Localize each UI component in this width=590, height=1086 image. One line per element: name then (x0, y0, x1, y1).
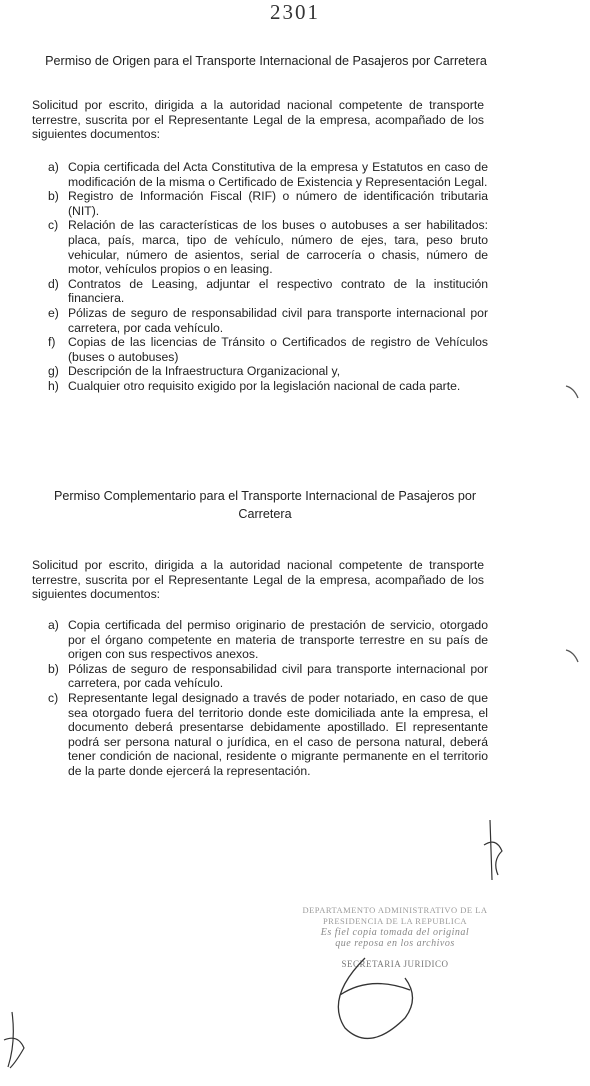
section-intro: Solicitud por escrito, dirigida a la autoridad nacional competente de transporte terrestre, suscrita por el Representante Legal de la empresa, acompañado de los siguientes documentos: (32, 98, 484, 142)
item-text: Cualquier otro requisito exigido por la legislación nacional de cada parte. (68, 378, 461, 393)
list-item (48, 364, 488, 379)
corner-signature (4, 1012, 24, 1068)
list-item (48, 189, 488, 218)
item-marker: f) (48, 335, 56, 350)
item-text: Pólizas de seguro de responsabilidad civil para transporte internacional por carretera, por cada vehículo. (68, 661, 488, 691)
section-intro: Solicitud por escrito, dirigida a la autoridad nacional competente de transporte terrestre, suscrita por el Representante Legal de la empresa, acompañado de los siguientes documentos: (32, 558, 484, 602)
item-text: Contratos de Leasing, adjuntar el respectivo contrato de la institución financiera. (68, 276, 488, 306)
item-marker: b) (48, 661, 59, 676)
initials-signature (484, 820, 502, 880)
certification-stamp (280, 905, 510, 970)
item-text: Copias de las licencias de Tránsito o Certificados de registro de Vehículos (buses o autobuses) (68, 335, 488, 364)
list-item (48, 379, 488, 394)
list-item (48, 335, 488, 364)
section-origin-permit (0, 52, 590, 70)
item-text: Relación de las características de los buses o autobuses a ser habilitados: placa, país, marca, tipo de vehículo, número de ejes, tara, peso bruto vehicular, número de asientos, serial de carrocería o chasis, número de motor, vehículos propios o en leasing. (68, 218, 488, 277)
list-item (48, 691, 488, 779)
stamp-line: que reposa en los archivos (335, 938, 455, 949)
item-text: Copia certificada del permiso originario de prestación de servicio, otorgado por el órgano competente en materia de transporte terrestre en su país de origen con sus respectivos anexos. (68, 618, 488, 662)
stamp-line: Es fiel copia tomada del original (320, 927, 470, 938)
item-marker: e) (48, 305, 59, 320)
stamp-line: PRESIDENCIA DE LA REPUBLICA (322, 916, 468, 926)
margin-tick-mark (566, 386, 578, 398)
list-item (48, 306, 488, 335)
requirements-list (48, 160, 488, 394)
item-marker: b) (48, 189, 59, 204)
page-number: 2301 (270, 0, 320, 24)
item-text: Descripción de la Infraestructura Organizacional y, (68, 364, 341, 379)
section-title: Permiso de Origen para el Transporte Internacional de Pasajeros por Carretera (45, 54, 487, 68)
margin-tick-mark (566, 650, 578, 662)
list-item (48, 618, 488, 662)
item-marker: a) (48, 160, 59, 174)
item-text: Representante legal designado a través de poder notariado, en caso de que sea otorgado fuera del territorio donde este domiciliada ante la empresa, el documento deberá presentarse debidamente apostillado. El representante podrá ser persona natural o jurídica, en el caso de persona natural, deberá tener condición de nacional, residente o migrante permanente en el territorio de la parte donde ejercerá la representación. (68, 690, 488, 778)
list-item (48, 160, 488, 189)
item-marker: g) (48, 364, 59, 379)
item-marker: c) (48, 218, 59, 233)
stamp-signature (338, 958, 412, 1038)
item-text: Copia certificada del Acta Constitutiva de la empresa y Estatutos en caso de modificación de la misma o Certificado de Existencia y Representación Legal. (68, 160, 488, 189)
section-complementary-permit (0, 487, 590, 523)
item-marker: a) (48, 618, 59, 632)
requirements-list (48, 618, 488, 779)
list-item (48, 277, 488, 306)
item-marker: c) (48, 690, 59, 705)
item-text: Registro de Información Fiscal (RIF) o número de identificación tributaria (NIT). (68, 189, 488, 218)
stamp-line: SECRETARIA JURIDICO (341, 959, 449, 969)
item-marker: h) (48, 378, 59, 393)
list-item (48, 218, 488, 276)
section-title: Permiso Complementario para el Transporte Internacional de Pasajeros por Carretera (53, 489, 477, 521)
stamp-line: DEPARTAMENTO ADMINISTRATIVO DE LA (302, 905, 488, 915)
list-item (48, 662, 488, 691)
item-marker: d) (48, 276, 59, 291)
item-text: Pólizas de seguro de responsabilidad civil para transporte internacional por carretera, por cada vehículo. (68, 305, 488, 335)
